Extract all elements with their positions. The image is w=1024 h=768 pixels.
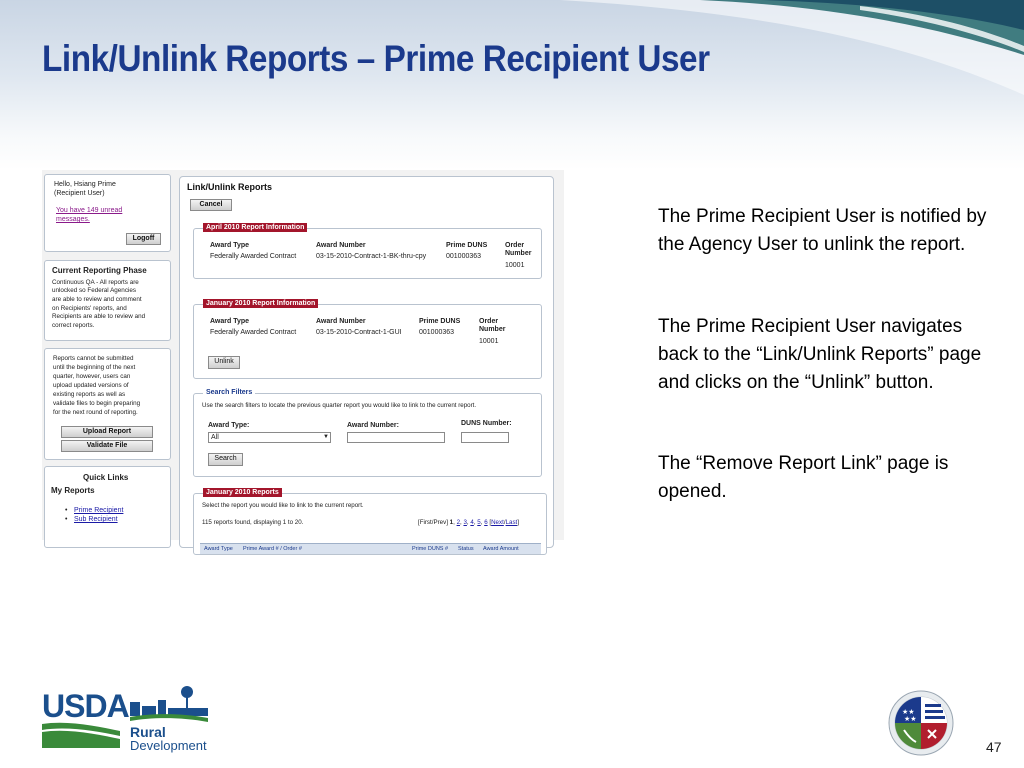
bullet-icon: • [65, 507, 68, 514]
quick-links-box [44, 466, 171, 548]
unread-messages-link-cont[interactable]: messages. [56, 216, 90, 223]
reporting-phase-title: Current Reporting Phase [52, 266, 147, 275]
award-number-input[interactable] [347, 432, 445, 443]
column-header: Award Number [316, 242, 366, 249]
description-paragraph-1: The Prime Recipient User is notified by the Agency User to unlink the report. [658, 206, 987, 255]
january-reports-section [193, 489, 547, 555]
notice-line: for the next round of reporting. [53, 409, 138, 416]
logo-line2: Development [130, 738, 207, 753]
app-screenshot [42, 170, 564, 552]
table-column-header[interactable]: Award Amount [483, 546, 519, 552]
reports-found-text: 115 reports found, displaying 1 to 20. [202, 519, 304, 526]
logo-line1: Rural [130, 724, 166, 740]
cell: 001000363 [446, 253, 482, 260]
phase-line: correct reports. [52, 322, 95, 329]
page-number: 47 [986, 739, 1002, 755]
usda-rural-development-logo [42, 684, 222, 754]
quick-links-title: Quick Links [83, 473, 129, 482]
phase-line: Recipients are able to review and [52, 313, 146, 320]
my-reports-heading: My Reports [51, 486, 95, 495]
column-header: Prime DUNS [419, 318, 461, 325]
column-header: Order Number [505, 242, 532, 258]
cancel-button[interactable]: Cancel [190, 199, 232, 211]
dropdown-arrow-icon: ▼ [323, 434, 329, 440]
search-filters-header: Search Filters [203, 388, 255, 397]
notice-line: Reports cannot be submitted [53, 355, 134, 362]
table-column-header[interactable]: Award Type [204, 546, 233, 552]
search-instructions: Use the search filters to locate the previous quarter report you would like to link to the current report. [202, 402, 477, 409]
table-column-header[interactable]: Prime DUNS # [412, 546, 449, 552]
reports-instructions: Select the report you would like to link to the current report. [202, 502, 364, 509]
award-type-select[interactable] [208, 432, 331, 443]
notice-line: until the beginning of the next [53, 364, 136, 371]
phase-line: Continuous QA - All reports are [52, 279, 139, 286]
svg-text:★★: ★★ [902, 708, 915, 716]
notice-line: upload updated versions of [53, 382, 129, 389]
unlink-button[interactable]: Unlink [208, 356, 240, 369]
pagination: [First/Prev] 1, 2, 3, 4, 5, 6 [Next/Last] [418, 519, 519, 526]
user-info-box [44, 174, 171, 252]
page-link[interactable]: 5 [477, 519, 481, 526]
search-button[interactable]: Search [208, 453, 243, 466]
april-section-header: April 2010 Report Information [203, 223, 307, 232]
description-paragraph-3: The “Remove Report Link” page is opened. [658, 453, 949, 502]
cell: Federally Awarded Contract [210, 329, 297, 336]
page-link[interactable]: 4 [470, 519, 474, 526]
upload-report-button[interactable]: Upload Report [61, 426, 153, 438]
validate-file-button[interactable]: Validate File [61, 440, 153, 452]
reports-table-header [200, 543, 541, 554]
column-header: Order Number [479, 318, 506, 334]
sub-recipient-link[interactable]: Sub Recipient [74, 516, 118, 523]
duns-number-label: DUNS Number: [461, 420, 512, 427]
column-header: Award Number [316, 318, 366, 325]
notice-line: quarter, however, users can [53, 373, 131, 380]
description-paragraph-2: The Prime Recipient User navigates back to the “Link/Unlink Reports” page and clicks on the “Unlink” button. [658, 316, 982, 393]
search-filters-section [193, 389, 542, 477]
page-link[interactable]: 3 [463, 519, 467, 526]
april-report-section [193, 224, 542, 279]
table-column-header[interactable]: Status [458, 546, 474, 552]
cell: Federally Awarded Contract [210, 253, 297, 260]
next-page-link[interactable]: Next [491, 519, 504, 526]
logoff-button[interactable]: Logoff [126, 233, 161, 245]
cell: 001000363 [419, 329, 455, 336]
last-page-link[interactable]: Last [505, 519, 518, 526]
svg-text:★★: ★★ [904, 715, 917, 723]
link-unlink-panel [179, 176, 554, 552]
phase-line: are able to review and comment [52, 296, 142, 303]
notice-line: existing reports as well as [53, 391, 126, 398]
role-text: (Recipient User) [54, 190, 105, 197]
cell: 10001 [479, 338, 499, 345]
january-report-section [193, 300, 542, 379]
upload-notice-box [44, 348, 171, 460]
award-type-value: All [211, 434, 219, 441]
column-header: Award Type [210, 318, 250, 325]
page-link[interactable]: 2 [456, 519, 461, 526]
recovery-seal-icon [888, 690, 954, 756]
page-link-current: 1 [449, 519, 454, 526]
cell: 10001 [505, 262, 525, 269]
table-column-header[interactable]: Prime Award # / Order # [243, 546, 302, 552]
notice-line: validate files to begin preparing [53, 400, 141, 407]
slide-title: Link/Unlink Reports – Prime Recipient User [42, 38, 710, 79]
unread-messages-link[interactable]: You have 149 unread [56, 207, 123, 214]
panel-title: Link/Unlink Reports [187, 182, 273, 192]
page-link[interactable]: 6 [484, 519, 488, 526]
pagination-first-prev: [First/Prev] [418, 519, 448, 526]
duns-number-input[interactable] [461, 432, 509, 443]
bullet-icon: • [65, 516, 68, 523]
phase-line: unlocked so Federal Agencies [52, 287, 137, 294]
usda-wordmark: USDA [42, 688, 129, 724]
cell: 03-15-2010-Contract-1-BK-thru-cpy [316, 253, 427, 260]
january-reports-header: January 2010 Reports [203, 488, 282, 497]
phase-line: on Recipients' reports, and [52, 305, 127, 312]
january-section-header: January 2010 Report Information [203, 299, 318, 308]
prime-recipient-link[interactable]: Prime Recipient [74, 507, 124, 514]
column-header: Award Type [210, 242, 250, 249]
column-header: Prime DUNS [446, 242, 488, 249]
reporting-phase-box [44, 260, 171, 341]
greeting-text: Hello, Hsiang Prime [54, 181, 116, 188]
cell: 03-15-2010-Contract-1-GUI [316, 329, 402, 336]
award-number-label: Award Number: [347, 422, 399, 429]
award-type-label: Award Type: [208, 422, 250, 429]
